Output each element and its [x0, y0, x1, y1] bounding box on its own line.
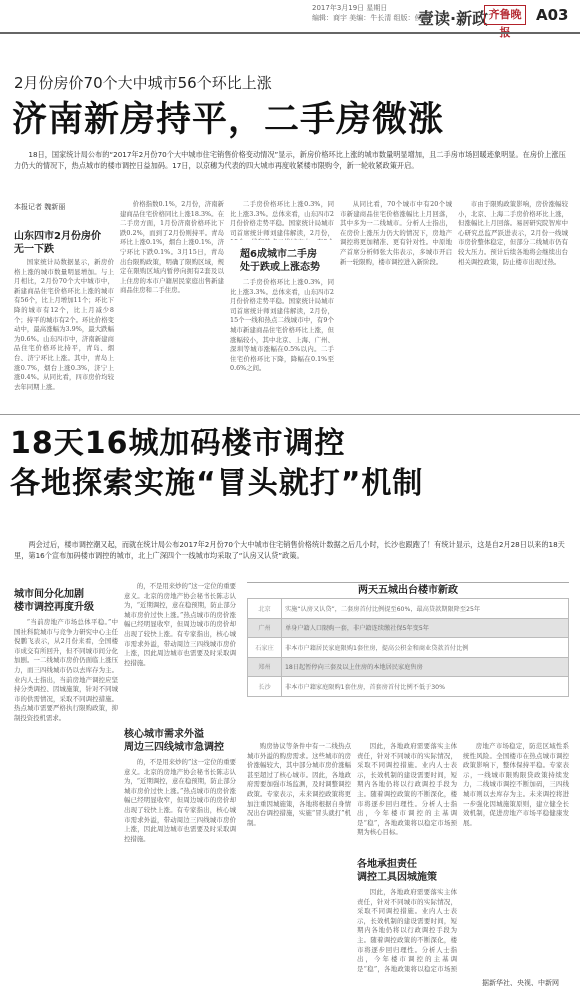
column-text: 购房协议等条件中有一二线热点城市外溢的购房需求。这些城市的房价涨幅较大，其中部分城市房价涨幅甚至超过了核心城市。因此，各地政府需要加强市场监测，及时调整调控政策。专家表示，未来调控政策将更加注重因城施策，各地将根据自身情况出台调控措施，实施“冒头就打”机制。: [247, 742, 351, 827]
page-header: [0, 0, 580, 39]
city-cell: 长沙: [248, 677, 282, 697]
story1-headline: 济南新房持平，二手房微涨: [12, 100, 445, 140]
header-meta: [312, 3, 428, 23]
table-row: [248, 638, 569, 658]
story1-column-2: [120, 200, 224, 408]
page-number: A03: [536, 6, 569, 24]
city-cell: 广州: [248, 618, 282, 638]
table-row: [248, 677, 569, 697]
story1-subhead-2: 超6成城市二手房 处于跌或上涨态势: [240, 249, 320, 273]
header-rule: [0, 32, 580, 34]
editor-credits: 编辑：商宇 美编：牛长清 组版：侯震: [312, 14, 429, 22]
story1-byline: 本报记者 魏新丽: [14, 203, 66, 211]
policy-table: [247, 598, 569, 697]
story2-column-4b: [357, 888, 457, 973]
policy-table-title: 两天五城出台楼市新政: [247, 582, 569, 598]
policy-cell: 单身户籍人口限购一套，非户籍连续缴社保5年变5年: [282, 618, 569, 638]
story1-column-1: [14, 258, 114, 408]
story-divider: [0, 414, 580, 415]
story1-subhead-1: 山东四市2月份房价 无一下跌: [14, 231, 101, 255]
story2-column-5: [463, 742, 569, 974]
policy-cell: 非本市户籍居民家庭限购1套住房，提高公积金和商业贷款首付比例: [282, 638, 569, 658]
story2-column-1: [14, 618, 118, 973]
column-text: 的，不是用来炒的”这一定位的重要意义。北京的房地产协会秘书长陈志认为，“近期调控，意在稳预期，防止部分城市房价过快上涨。”热点城市的房价涨幅已经明显收窄，但周边城市的房价却出现了较快上涨。有专家指出，核心城市需求外溢，带动周边三四线城市房价上涨，因此周边城市也需要及时采取调控措施。: [124, 758, 236, 843]
story2-lead: 两会过后，楼市调控潮又起，而就在统计局公布2017年2月份70个大中城市住宅销售价格统计数据之后几小时，长沙也跟跑了！有统计显示，这是自2月28日以来的18天里，第16个宣布加码楼市调控的城市，北上广深四个一线城市均采取了“认房又认贷”政策。: [14, 540, 565, 560]
story2-column-2a: [124, 582, 236, 722]
table-row: [248, 599, 569, 619]
newspaper-logo: 齐鲁晚报: [484, 5, 526, 25]
story2-column-3: [247, 742, 351, 977]
story2-subhead-3: 各地承担责任 调控工具因城施策: [357, 859, 437, 883]
story2-subhead-1: 城市间分化加剧 楼市调控再度升级: [14, 589, 94, 613]
column-text: 从同比看，70个城市中有20个城市新建商品住宅价格涨幅比上月回落，其中多为一二线城市。分析人士指出，在房价上涨压力仍大的情况下，房地产调控将更加精准、更有针对性。中原地产首席分析师张大伟表示，多城市开启新一轮限购，楼市调控进入新阶段。: [340, 200, 452, 266]
section-name: 壹读·新政: [418, 9, 489, 28]
column-text: 国家统计局数据显示，新房价格上涨的城市数量明显增加。与上月相比，2月份70个大中城市中，新建商品住宅价格环比上涨的城市有56个，比上月增加11个；环比下降的城市有12个，比上月减少8个；持平的城市有2个。环比价格变动中，最高涨幅为3.9%，最大跌幅为0.6%。山东四市中，济南新建商品住宅价格环比持平，青岛、烟台、济宁环比上涨。其中，青岛上涨0.7%，烟台上涨0.3%，济宁上涨0.4%。从同比看，四市房价均较去年同期上涨。: [14, 258, 114, 391]
story2-headline: [10, 424, 423, 504]
city-cell: 石家庄: [248, 638, 282, 658]
story2-column-4a: [357, 742, 457, 852]
source-credit: 据新华社、央视、中新网: [482, 979, 559, 987]
column-text: 二手房价格环比上涨0.3%，同比上涨3.3%。总体来看，山东四市2月份价格走势平稳。国家统计局城市司首席统计师刘建伟解读，2月份，: [230, 200, 334, 237]
issue-date: 2017年3月19日 星期日: [312, 4, 388, 12]
story1-lead: 18日，国家统计局公布的“2017年2月份70个大中城市住宅销售价格变动情况”显示，新房价格环比上涨的城市数量明显增加，且二手房市场回暖迹象明显。在房价上涨压力仍大的情况下，热点城市的楼市调控日益加码。17日，以京穗为代表的四大城市再度收紧楼市限购令，新一轮收紧政策开启。: [14, 150, 566, 170]
policy-table-box: [247, 582, 569, 734]
story1-column-3b: [230, 278, 334, 408]
column-text: 的，不是用来炒的”这一定位的重要意义。北京的房地产协会秘书长陈志认为，“近期调控，意在稳预期，防止部分城市房价过快上涨。”热点城市的房价涨幅已经明显收窄，但周边城市的房价却出现了较快上涨。有专家指出，核心城市需求外溢，带动周边三四线城市房价上涨，因此周边城市也需要及时采取调控措施。: [124, 582, 236, 667]
column-text: 房地产市场稳定，防范区域性系统性风险。全国楼市在热点城市调控政策影响下，整体保持平稳。专家表示，一线城市限购限贷政策持续发力，二线城市调控不断加码，三四线城市则以去库存为主。未来调控将进一步强化因城施策原则，建立健全长效机制，促进房地产市场平稳健康发展。: [463, 742, 569, 827]
policy-cell: 实施“认房又认贷”，二套房首付比例提至60%，最高贷款期限降至25年: [282, 599, 569, 619]
city-cell: 北京: [248, 599, 282, 619]
story2-headline-line1: 18天16城加码楼市调控: [10, 426, 346, 461]
column-text: 价格指数0.1%，2月份，济南新建商品住宅价格同比上涨18.3%。在二手房方面，1月份济南价格环比下跌0.2%，而到了2月份则持平。青岛环比上涨0.1%，烟台上涨0.1%，济宁环比下跌0.1%。3月15日，青岛出台限购政策，明确了限购区域，规定在限购区域内暂停向拥有2套及以上住房的本市户籍居民家庭出售新建商品住房和二手住房。: [120, 200, 224, 295]
policy-cell: 18日起暂停向三套及以上住房的本地居民家庭售房: [282, 657, 569, 677]
column-text: “当前房地产市场总体平稳。”中国社科院城市与竞争力研究中心主任倪鹏飞表示，从2月份来看，全国楼市成交有所回升，但不同城市间分化加剧。一二线城市房价仍面临上涨压力，而三四线城市仍以去库存为主。业内人士指出，当前房地产调控应坚持分类调控、因城施策，针对不同城市的供需情况，采取不同调控措施。热点城市需要严格执行限购政策，抑制投资投机需求。: [14, 618, 118, 722]
column-text: 因此，各地政府需要落实主体责任，针对不同城市的实际情况，采取不同调控措施。业内人士表示，长效机制的建设需要时间，短期内各地仍将以行政调控手段为主。随着调控政策的不断深化，楼市将逐步回归理性。分析人士指出，今年楼市调控的主基调是“稳”，各地政策将以稳定市场预期为核心目标。: [357, 742, 457, 837]
story2-column-2b: [124, 758, 236, 973]
story1-column-3a: [230, 200, 334, 240]
column-text: 因此，各地政府需要落实主体责任，针对不同城市的实际情况，采取不同调控措施。业内人士表示，长效机制的建设需要时间，短期内各地仍将以行政调控手段为主。随着调控政策的不断深化，楼市将逐步回归理性。分析人士指出，今年楼市调控的主基调是“稳”，各地政策将以稳定市场预: [357, 888, 457, 973]
column-text: 二手房价格环比上涨0.3%，同比上涨3.3%。总体来看，山东四市2月份价格走势平稳。国家统计局城市司首席统计师刘建伟解读，2月份，15个一线和热点二线城市中，有9个城市新建商品住宅价格环比上涨，但涨幅较小，其中北京、上海、广州、深圳等城市涨幅在0.5%以内。二手住宅价格环比下降，降幅在0.1%至0.6%之间。: [230, 278, 334, 373]
story2-headline-line2: 各地探索实施“冒头就打”机制: [10, 466, 424, 501]
column-text: 市由于限购政策影响，房价涨幅较小，北京、上海二手房价格环比上涨，但涨幅比上月回落。易居研究院智库中心研究总监严跃进表示，2月份一线城市房价整体稳定，但部分二线城市仍有较大压力。预计后续各地将会继续出台相关调控政策，防止楼市出现过热。: [458, 200, 568, 266]
story1-column-5: [458, 200, 568, 408]
table-row: [248, 618, 569, 638]
story2-subhead-2: 核心城市需求外溢 周边三四线城市急调控: [124, 729, 224, 753]
story1-column-4: [340, 200, 452, 408]
policy-cell: 非本市户籍家庭限购1套住房，首套房首付比例不低于30%: [282, 677, 569, 697]
story1-kicker: 2月份房价70个大中城市56个环比上涨: [14, 74, 272, 92]
city-cell: 郑州: [248, 657, 282, 677]
table-row: [248, 657, 569, 677]
